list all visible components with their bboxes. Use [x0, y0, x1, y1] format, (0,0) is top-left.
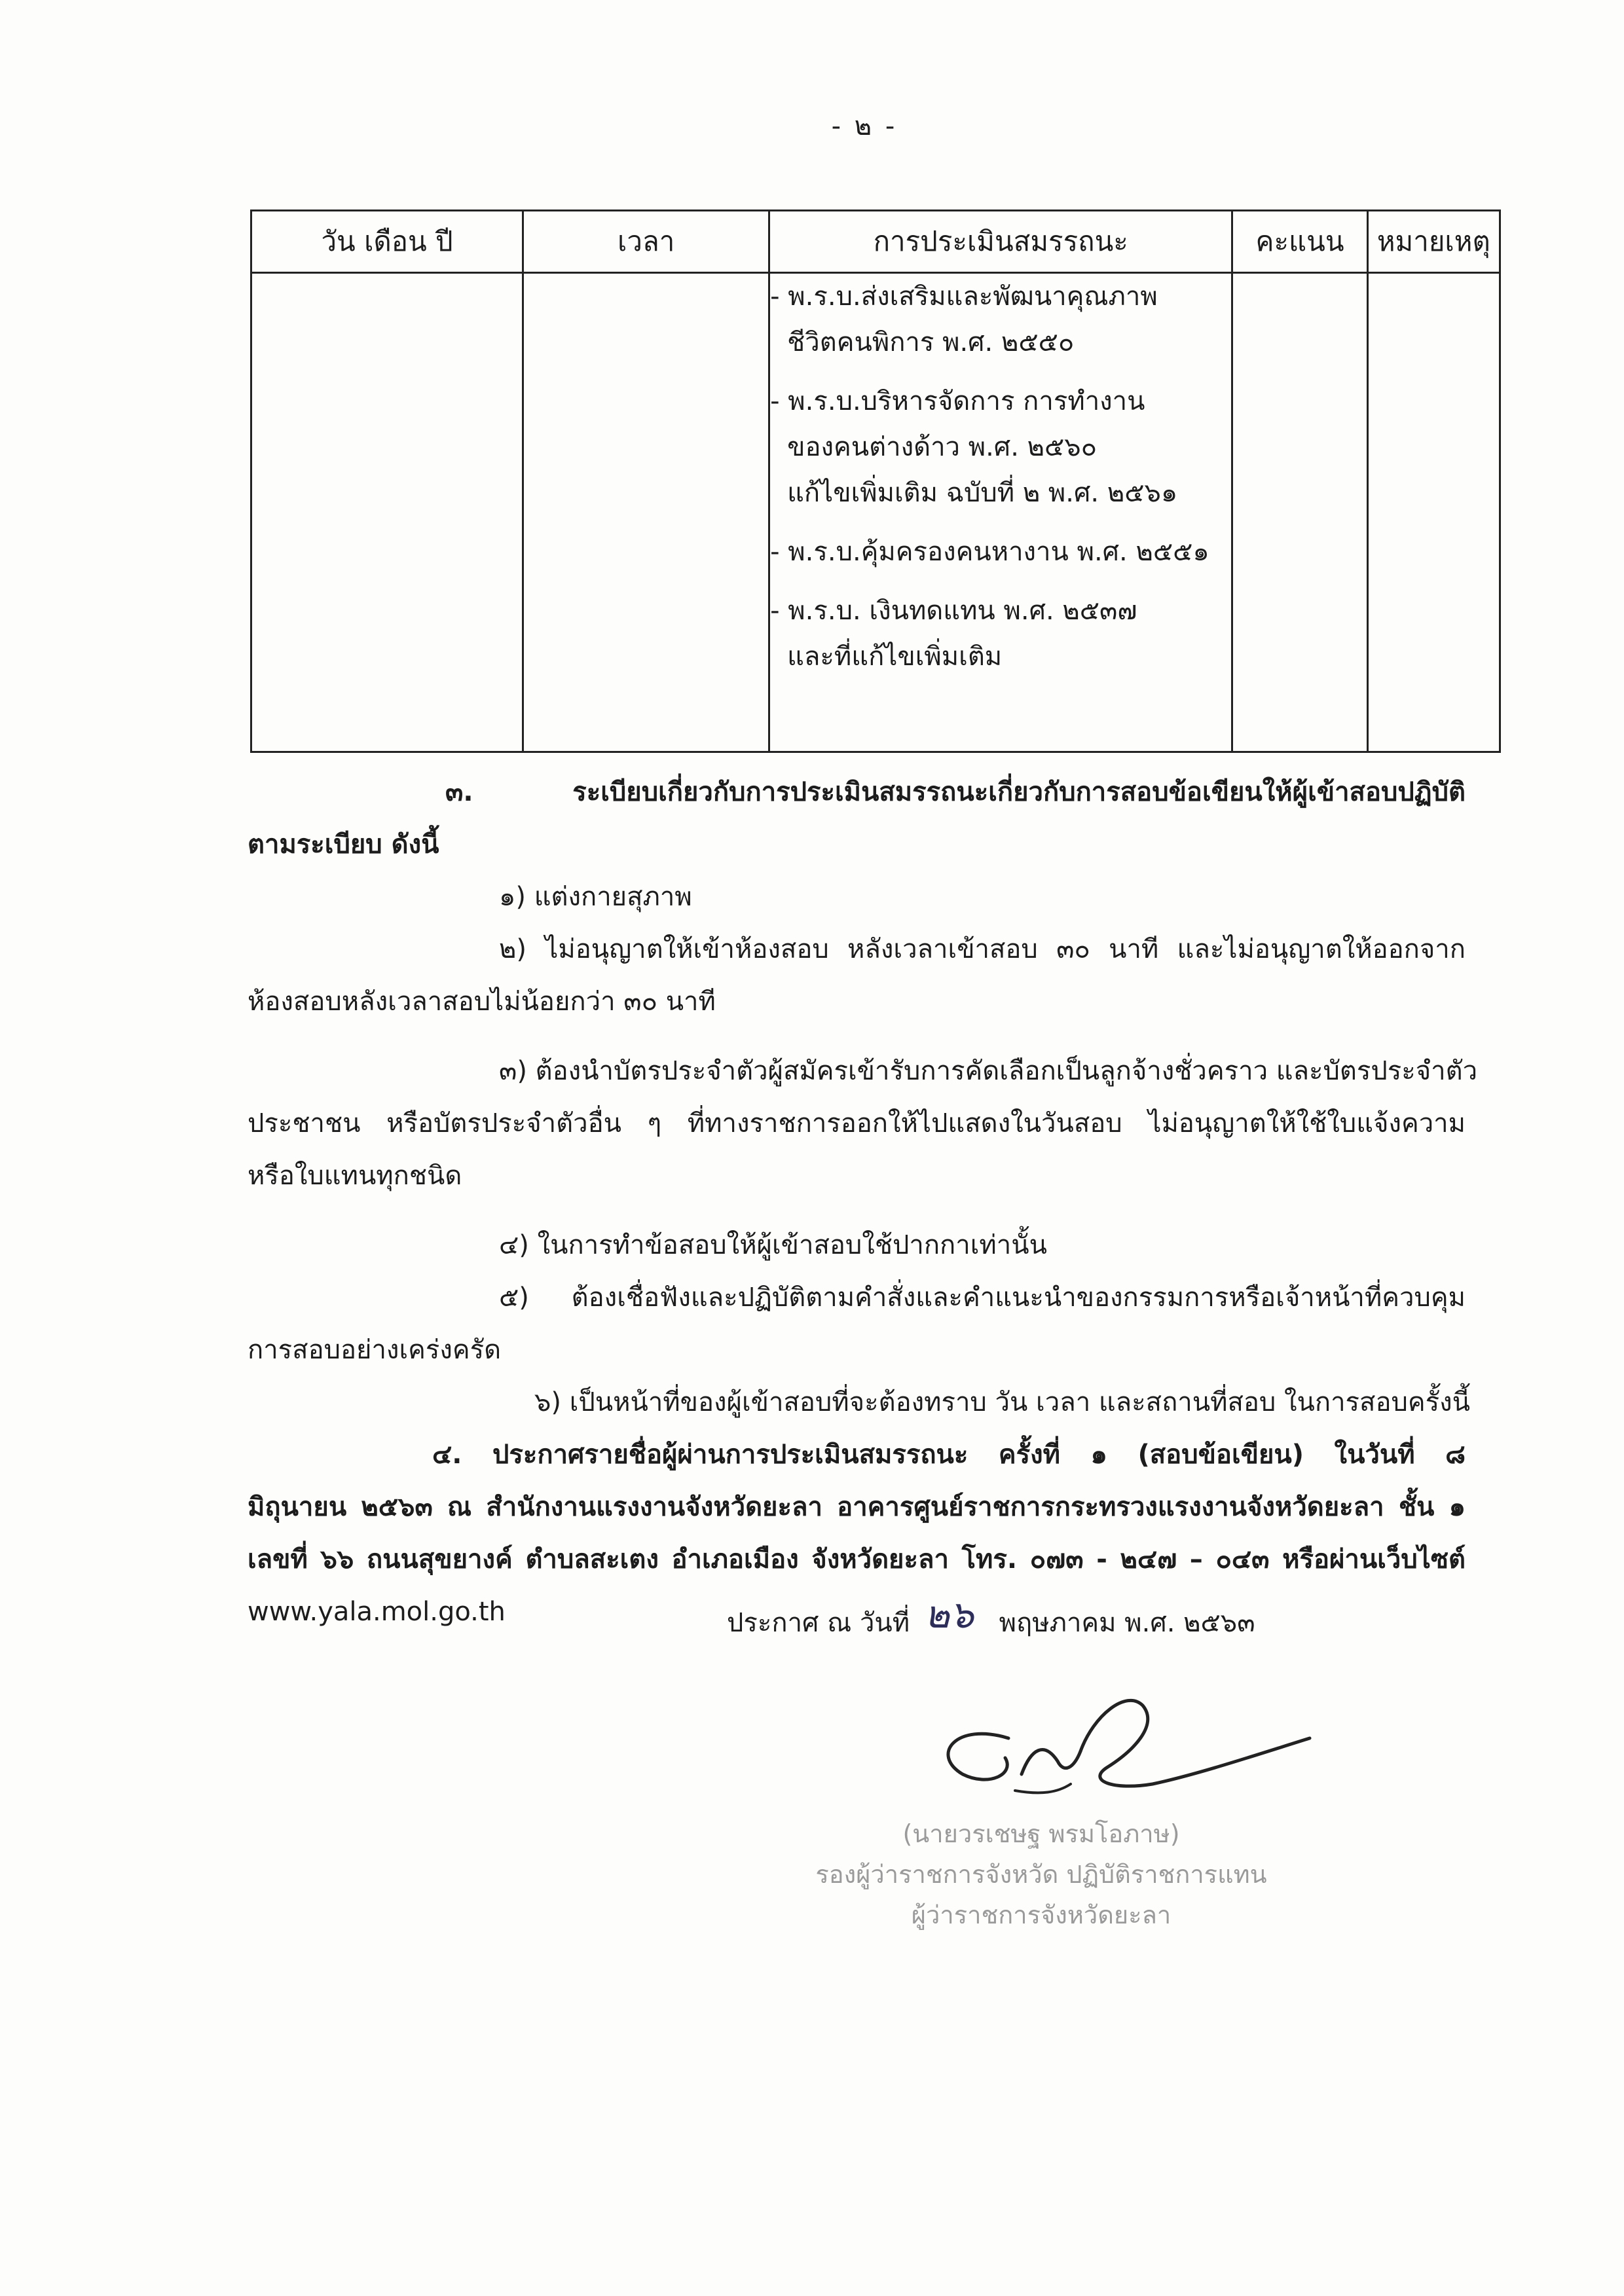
law-line: แก้ไขเพิ่มเติม ฉบับที่ ๒ พ.ศ. ๒๕๖๑: [787, 478, 1178, 508]
header-date: วัน เดือน ปี: [251, 211, 523, 273]
header-score: คะแนน: [1232, 211, 1367, 273]
signer-title: ผู้ว่าราชการจังหวัดยะลา: [911, 1901, 1172, 1929]
law-item: [770, 529, 1231, 575]
table-row: [251, 273, 1500, 752]
cell-evaluation: [769, 273, 1232, 752]
law-item: [770, 588, 1231, 680]
rule-2: ๒) ไม่อนุญาตให้เข้าห้องสอบ หลังเวลาเข้าสอบ ๓๐ นาที และไม่อนุญาตให้ออกจาก: [499, 934, 1466, 964]
rule-2-cont: ห้องสอบหลังเวลาสอบไม่น้อยกว่า ๓๐ นาที: [248, 987, 716, 1017]
rule-5-cont: การสอบอย่างเคร่งครัด: [248, 1335, 502, 1365]
law-line: และที่แก้ไขเพิ่มเติม: [787, 642, 1003, 672]
signer-title: รองผู้ว่าราชการจังหวัด ปฏิบัติราชการแทน: [815, 1860, 1267, 1889]
website-url: www.yala.mol.go.th: [248, 1597, 506, 1627]
signer-name: (นายวรเชษฐ พรมโอภาษ): [902, 1819, 1180, 1848]
rule-6: ๖) เป็นหน้าที่ของผู้เข้าสอบที่จะต้องทราบ วัน เวลา และสถานที่สอบ ในการสอบครั้งนี้: [534, 1387, 1470, 1417]
law-line: - พ.ร.บ. เงินทดแทน พ.ศ. ๒๕๓๗: [770, 596, 1137, 626]
header-remark: หมายเหตุ: [1367, 211, 1500, 273]
cell-remark: [1367, 273, 1500, 752]
cell-score: [1232, 273, 1367, 752]
section4-line: มิถุนายน ๒๕๖๓ ณ สำนักงานแรงงานจังหวัดยะลา อาคารศูนย์ราชการกระทรวงแรงงานจังหวัดยะลา ชั้น ๑: [248, 1492, 1466, 1522]
rule-3-cont2: หรือใบแทนทุกชนิด: [248, 1161, 462, 1191]
section3-heading: ๓. ระเบียบเกี่ยวกับการประเมินสมรรถนะเกี่ยวกับการสอบข้อเขียนให้ผู้เข้าสอบปฏิบัติ: [445, 777, 1466, 807]
cell-time: [523, 273, 769, 752]
header-evaluation: การประเมินสมรรถนะ: [769, 211, 1232, 273]
signer-block: [760, 1813, 1323, 1935]
law-line: ชีวิตคนพิการ พ.ศ. ๒๕๕๐: [787, 327, 1075, 357]
table-header-row: [251, 211, 1500, 273]
page-number: - ๒ -: [831, 111, 898, 141]
header-time: เวลา: [523, 211, 769, 273]
rule-3: ๓) ต้องนำบัตรประจำตัวผู้สมัครเข้ารับการคัดเลือกเป็นลูกจ้างชั่วคราว และบัตรประจำตัว: [499, 1056, 1478, 1086]
signature-icon: [917, 1676, 1323, 1813]
section4-paragraph: ๔. ประกาศรายชื่อผู้ผ่านการประเมินสมรรถนะ ครั้งที่ ๑ (สอบข้อเขียน) ในวันที่ ๘: [432, 1440, 1466, 1470]
law-line: ของคนต่างด้าว พ.ศ. ๒๕๖๐: [787, 432, 1098, 462]
section3-heading-cont: ตามระเบียบ ดังนี้: [248, 829, 439, 860]
exam-schedule-table: [250, 210, 1501, 753]
law-line: - พ.ร.บ.ส่งเสริมและพัฒนาคุณภาพ: [770, 282, 1158, 312]
rule-3-cont: ประชาชน หรือบัตรประจำตัวอื่น ๆ ที่ทางราชการออกให้ไปแสดงในวันสอบ ไม่อนุญาตให้ใช้ใบแจ้งความ: [248, 1108, 1466, 1139]
section4-line: เลขที่ ๖๖ ถนนสุขยางค์ ตำบลสะเตง อำเภอเมือง จังหวัดยะลา โทร. ๐๗๓ - ๒๔๗ – ๐๔๓ หรือผ่านเว็บไซต์: [248, 1544, 1466, 1575]
law-line: - พ.ร.บ.คุ้มครองคนหางาน พ.ศ. ๒๕๕๑: [770, 537, 1209, 567]
law-item: [770, 274, 1231, 365]
rule-4: ๔) ในการทำข้อสอบให้ผู้เข้าสอบใช้ปากกาเท่านั้น: [499, 1230, 1047, 1260]
law-item: [770, 378, 1231, 516]
law-line: - พ.ร.บ.บริหารจัดการ การทำงาน: [770, 386, 1145, 416]
announcement-date: [727, 1588, 1255, 1649]
document-body: [248, 766, 1478, 1638]
cell-date: [251, 273, 523, 752]
rule-1: ๑) แต่งกายสุภาพ: [499, 882, 692, 912]
announcement-suffix: พฤษภาคม พ.ศ. ๒๕๖๓: [999, 1608, 1255, 1638]
announcement-prefix: ประกาศ ณ วันที่: [727, 1608, 910, 1638]
rule-5: ๕) ต้องเชื่อฟังและปฏิบัติตามคำสั่งและคำแนะนำของกรรมการหรือเจ้าหน้าที่ควบคุม: [499, 1283, 1466, 1313]
handwritten-day: ๒๖: [924, 1592, 974, 1637]
